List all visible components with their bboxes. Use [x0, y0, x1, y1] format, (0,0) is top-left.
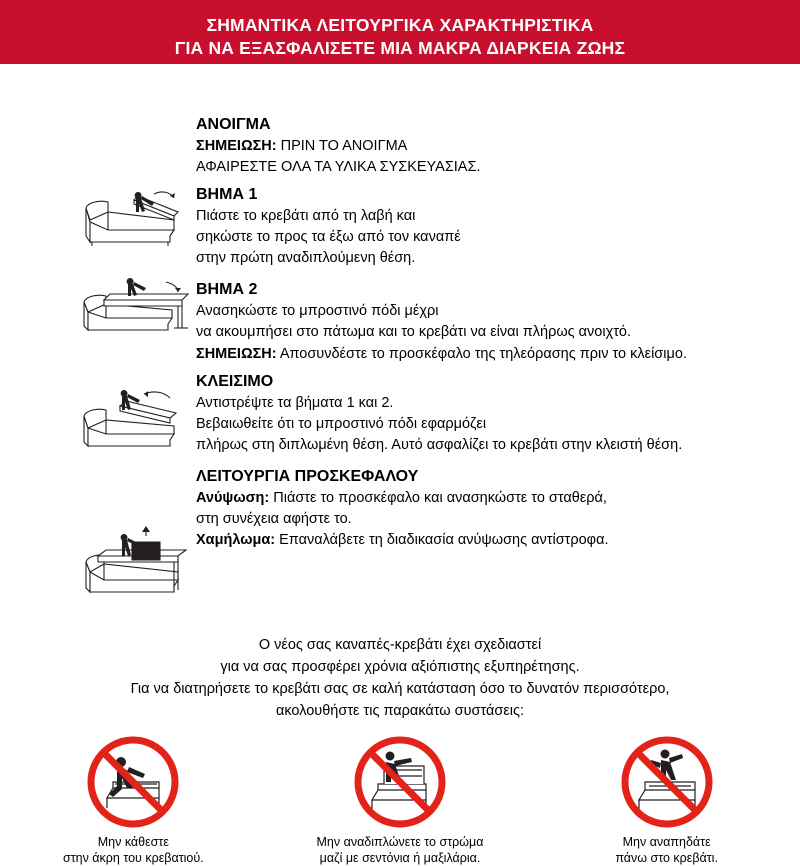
header-line-1: ΣΗΜΑΝΤΙΚΑ ΛΕΙΤΟΥΡΓΙΚΑ ΧΑΡΑΚΤΗΡΙΣΤΙΚΑ [206, 15, 594, 35]
illustration-closing [78, 386, 190, 457]
closing-title: ΚΛΕΙΣΙΜΟ [196, 373, 274, 390]
warning-caption-line-2: στην άκρη του κρεβατιού. [62, 851, 204, 865]
warning-caption [562, 834, 772, 866]
header-line-3: ΓΙΑ ΤΟ ΝΕΟ ΣΑΣ ΚΑΝΑΠΕ-ΚΡΕΒΑΤΙ. [245, 61, 555, 81]
opening-title: ΑΝΟΙΓΜΑ [196, 116, 271, 133]
illustration-step-2 [78, 272, 190, 339]
section-closing-text [196, 344, 796, 551]
closing-paragraph [0, 634, 800, 722]
closing-paragraph-line-3: Για να διατηρήσετε το κρεβάτι σας σε καλή κατάσταση όσο το δυνατόν περισσότερο, [130, 681, 670, 697]
no-jumping-on-bed-icon [621, 736, 713, 828]
step1-line3: στην πρώτη αναδιπλούμενη θέση. [196, 250, 416, 266]
warning-caption-line-1: Μην αναδιπλώνετε το στρώμα [316, 835, 484, 849]
opening-note-label: ΣΗΜΕΙΩΣΗ: [196, 138, 277, 154]
warning-caption-line-2: πάνω στο κρεβάτι. [615, 851, 718, 865]
closing-paragraph-line-2: για να σας προσφέρει χρόνια αξιόπιστης εξυπηρέτησης. [220, 659, 580, 675]
headrest-raise-text: Πιάστε το προσκέφαλο και ανασηκώστε το σταθερά, [269, 490, 607, 506]
headrest-lower [196, 530, 796, 551]
section-opening-text [196, 114, 796, 343]
headrest-raise [196, 488, 796, 509]
step1-line1: Πιάστε το κρεβάτι από τη λαβή και [196, 208, 416, 224]
step1-title: ΒΗΜΑ 1 [196, 186, 258, 203]
header-banner [0, 0, 800, 81]
opening-note [196, 136, 796, 157]
opening-note-text: ΠΡΙΝ ΤΟ ΑΝΟΙΓΜΑ [276, 138, 408, 154]
closing-paragraph-line-4: ακολουθήστε τις παρακάτω συστάσεις: [275, 703, 525, 719]
headrest-lower-text: Επαναλάβετε τη διαδικασία ανύψωσης αντίστροφα. [275, 532, 609, 548]
illustration-step-1 [78, 186, 190, 253]
warning-caption-line-1: Μην κάθεστε [97, 835, 169, 849]
warning-caption [28, 834, 238, 866]
opening-note-line2: ΑΦΑΙΡΕΣΤΕ ΟΛΑ ΤΑ ΥΛΙΚΑ ΣΥΣΚΕΥΑΣΙΑΣ. [196, 159, 481, 175]
warning-caption [295, 834, 505, 866]
closing-line2: Βεβαιωθείτε ότι το μπροστινό πόδι εφαρμόζει [196, 416, 487, 432]
closing-note [196, 344, 796, 365]
headrest-lower-label: Χαμήλωμα: [196, 532, 276, 548]
closing-note-text: Αποσυνδέστε το προσκέφαλο της τηλεόρασης πριν το κλείσιμο. [276, 346, 687, 362]
step1-line2: σηκώστε το προς τα έξω από τον καναπέ [196, 229, 461, 245]
warning-item [295, 736, 505, 866]
warning-caption-line-2: μαζί με σεντόνια ή μαξιλάρια. [319, 851, 481, 865]
warning-caption-line-1: Μην αναπηδάτε [622, 835, 711, 849]
step2-title: ΒΗΜΑ 2 [196, 281, 258, 298]
closing-note-label: ΣΗΜΕΙΩΣΗ: [196, 346, 277, 362]
no-sitting-on-edge-icon [87, 736, 179, 828]
closing-line3: πλήρως στη διπλωμένη θέση. Αυτό ασφαλίζει το κρεβάτι στην κλειστή θέση. [196, 437, 683, 453]
warning-item [562, 736, 772, 866]
illustration-headrest [78, 526, 190, 603]
no-folding-mattress-with-bedding-icon [354, 736, 446, 828]
warning-item [28, 736, 238, 866]
step2-line1: Ανασηκώστε το μπροστινό πόδι μέχρι [196, 303, 439, 319]
headrest-raise-label: Ανύψωση: [196, 490, 270, 506]
header-line-2: ΓΙΑ ΝΑ ΕΞΑΣΦΑΛΙΣΕΤΕ ΜΙΑ ΜΑΚΡΑ ΔΙΑΡΚΕΙΑ ΖΩΗΣ [174, 38, 626, 58]
warnings-row [0, 736, 800, 866]
headrest-title: ΛΕΙΤΟΥΡΓΙΑ ΠΡΟΣΚΕΦΑΛΟΥ [196, 468, 419, 485]
headrest-raise-line2: στη συνέχεια αφήστε το. [196, 511, 352, 527]
closing-line1: Αντιστρέψτε τα βήματα 1 και 2. [196, 395, 394, 411]
step2-line2: να ακουμπήσει στο πάτωμα και το κρεβάτι να είναι πλήρως ανοιχτό. [196, 324, 632, 340]
closing-paragraph-line-1: Ο νέος σας καναπές-κρεβάτι έχει σχεδιαστεί [258, 637, 542, 653]
